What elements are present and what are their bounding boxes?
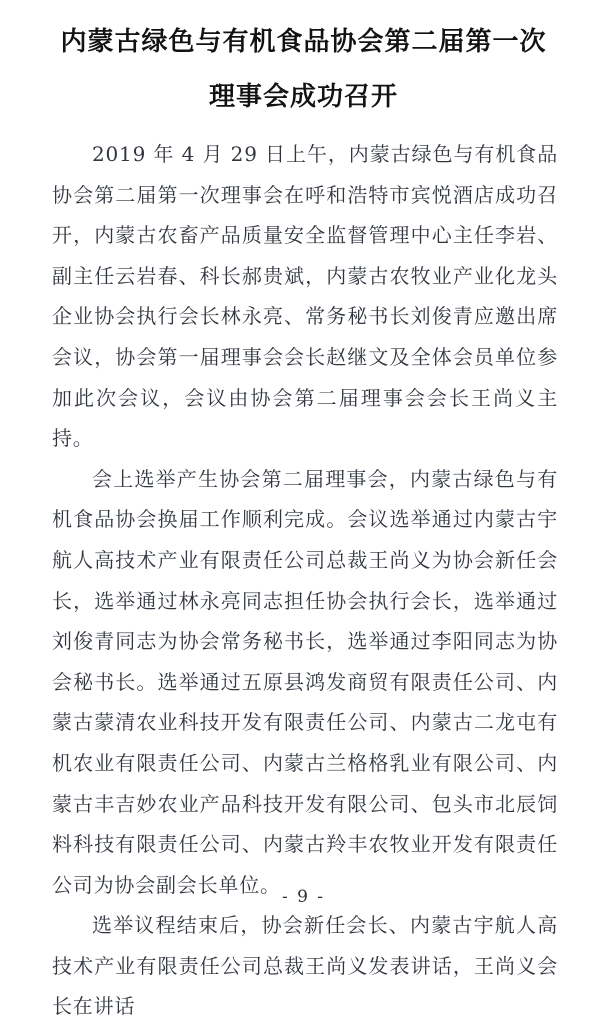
page-title-line-1: 内蒙古绿色与有机食品协会第二届第一次	[60, 27, 547, 57]
paragraph-3: 选举议程结束后，协会新任会长、内蒙古宇航人高技术产业有限责任公司总裁王尚义发表讲话，王尚义会长在讲话	[52, 913, 558, 1019]
paragraph-2: 会上选举产生协会第二届理事会，内蒙古绿色与有机食品协会换届工作顺利完成。会议选举通过内蒙古宇航人高技术产业有限责任公司总裁王尚义为协会新任会长，选举通过林永亮同志担任协会执行会长，选举通过刘俊青同志为协会常务秘书长，选举通过李阳同志为协会秘书长。选举通过五原县鸿发商贸有限责任公司、内蒙古蒙清农业科技开发有限责任公司、内蒙古二龙屯有机农业有限责任公司、内蒙古兰格格乳业有限公司、内蒙古丰吉妙农业产品科技开发有限公司、包头市北辰饲料科技有限责任公司、内蒙古羚丰农牧业开发有限责任公司为协会副会长单位。	[52, 466, 558, 897]
paragraph-1: 2019 年 4 月 29 日上午，内蒙古绿色与有机食品协会第二届第一次理事会在呼和浩特市宾悦酒店成功召开，内蒙古农畜产品质量安全监督管理中心主任李岩、副主任云岩春、科长郝贵斌，内蒙古农牧业产业化龙头企业协会执行会长林永亮、常务秘书长刘俊青应邀出席会议，协会第一届理事会会长赵继文及全体会员单位参加此次会议，会议由协会第二届理事会会长王尚义主持。	[52, 142, 558, 451]
page-title-line-2: 理事会成功召开	[208, 82, 398, 112]
page-number: - 9 -	[281, 887, 326, 907]
page-title	[0, 0, 607, 125]
